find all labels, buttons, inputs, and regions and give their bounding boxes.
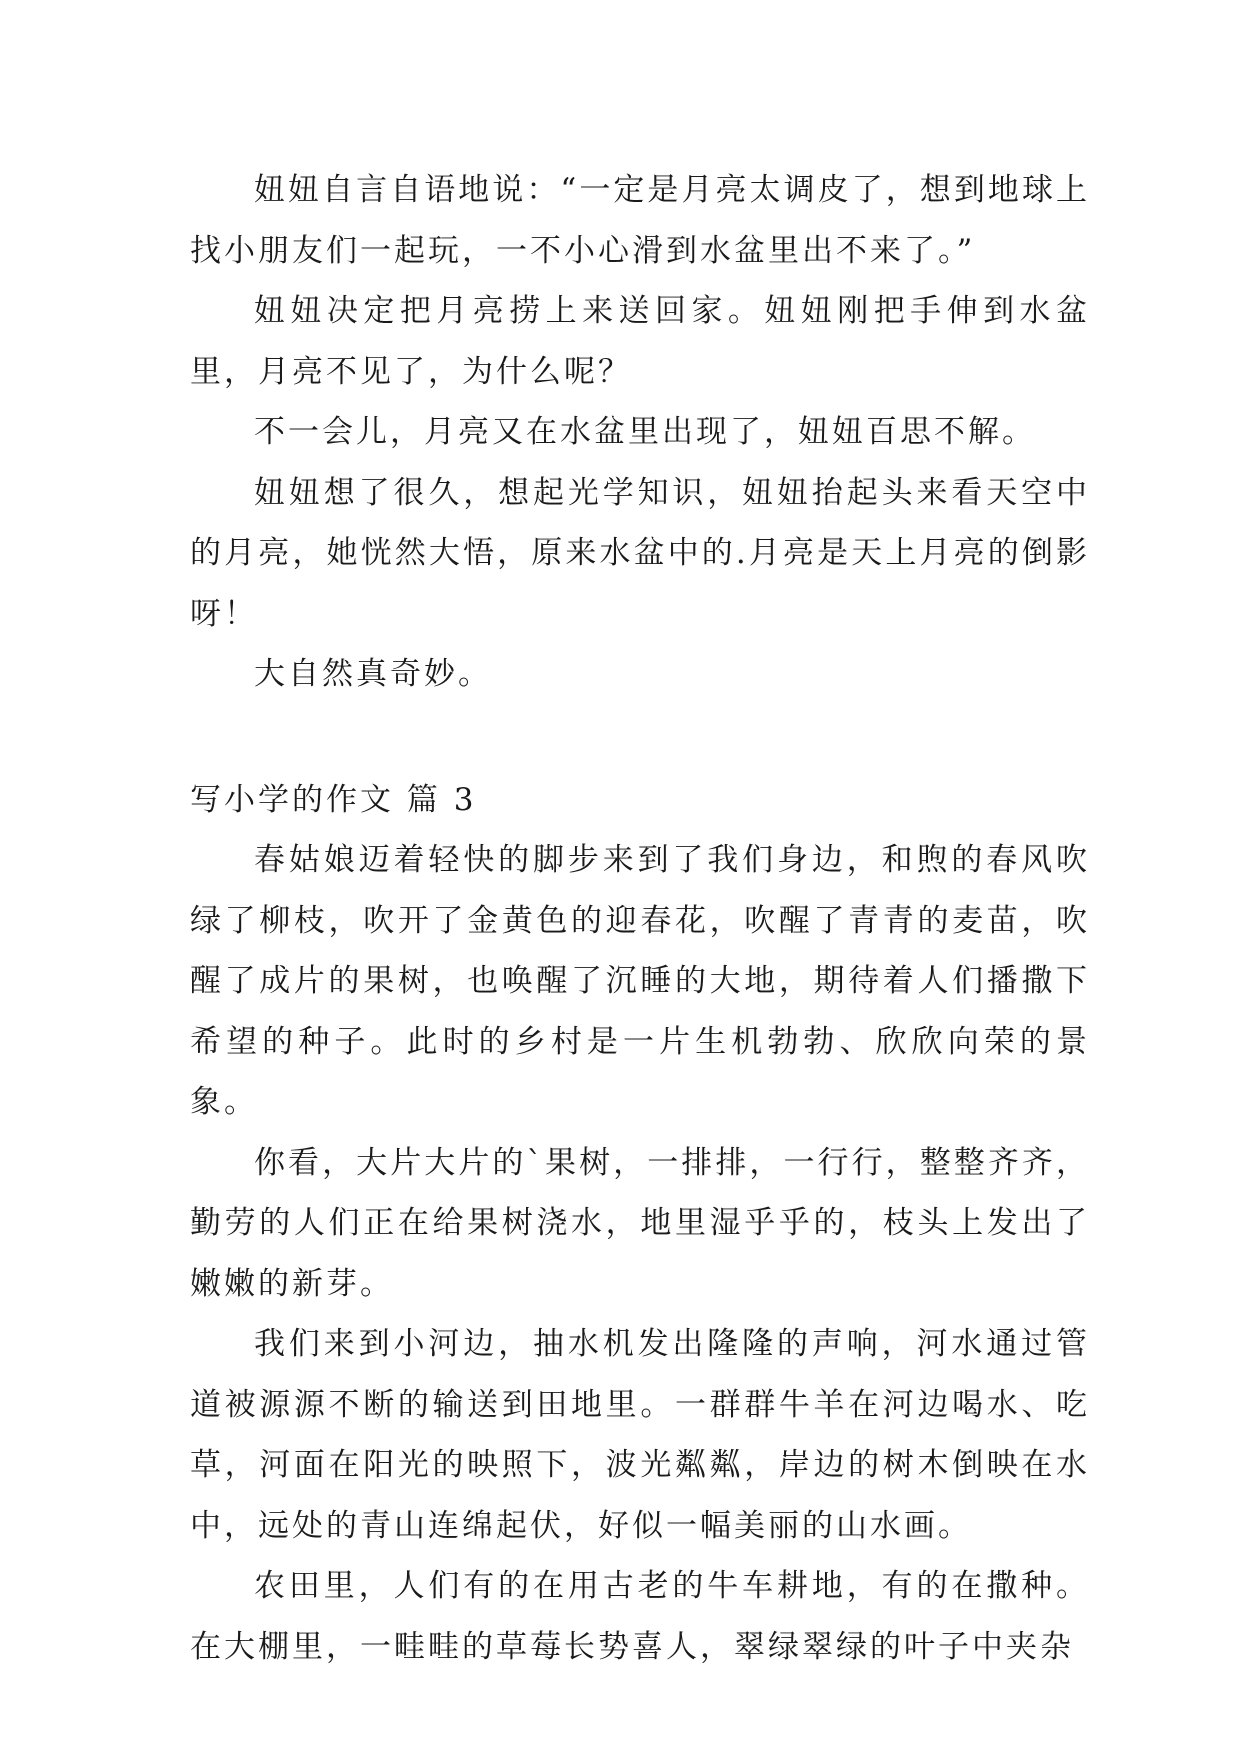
paragraph: 你看，大片大片的`果树，一排排，一行行，整整齐齐，勤劳的人们正在给果树浇水，地里湿乎乎的，枝头上发出了嫩嫩的新芽。	[190, 1144, 1090, 1302]
paragraph: 我们来到小河边，抽水机发出隆隆的声响，河水通过管道被源源不断的输送到田地里。一群群牛羊在河边喝水、吃草，河面在阳光的映照下，波光粼粼，岸边的树木倒映在水中，远处的青山连绵起伏，好似一幅美丽的山水画。	[190, 1326, 1090, 1544]
paragraph: 农田里，人们有的在用古老的牛车耕地，有的在撒种。在大棚里，一畦畦的草莓长势喜人，翠绿翠绿的叶子中夹杂	[190, 1568, 1090, 1665]
paragraph: 妞妞决定把月亮捞上来送回家。妞妞刚把手伸到水盆里，月亮不见了，为什么呢？	[190, 293, 1090, 390]
document-body	[190, 160, 1090, 1677]
paragraph: 妞妞自言自语地说：“一定是月亮太调皮了，想到地球上找小朋友们一起玩，一不小心滑到水盆里出不来了。”	[190, 172, 1090, 269]
paragraph: 不一会儿，月亮又在水盆里出现了，妞妞百思不解。	[254, 414, 1036, 450]
paragraph: 春姑娘迈着轻快的脚步来到了我们身边，和煦的春风吹绿了柳枝，吹开了金黄色的迎春花，吹醒了青青的麦苗，吹醒了成片的果树，也唤醒了沉睡的大地，期待着人们播撒下希望的种子。此时的乡村是一片生机勃勃、欣欣向荣的景象。	[190, 842, 1090, 1120]
section-heading: 写小学的作文 篇 3	[190, 781, 477, 818]
paragraph: 妞妞想了很久，想起光学知识，妞妞抬起头来看天空中的月亮，她恍然大悟，原来水盆中的.月亮是天上月亮的倒影呀！	[190, 474, 1090, 632]
paragraph: 大自然真奇妙。	[254, 656, 492, 692]
